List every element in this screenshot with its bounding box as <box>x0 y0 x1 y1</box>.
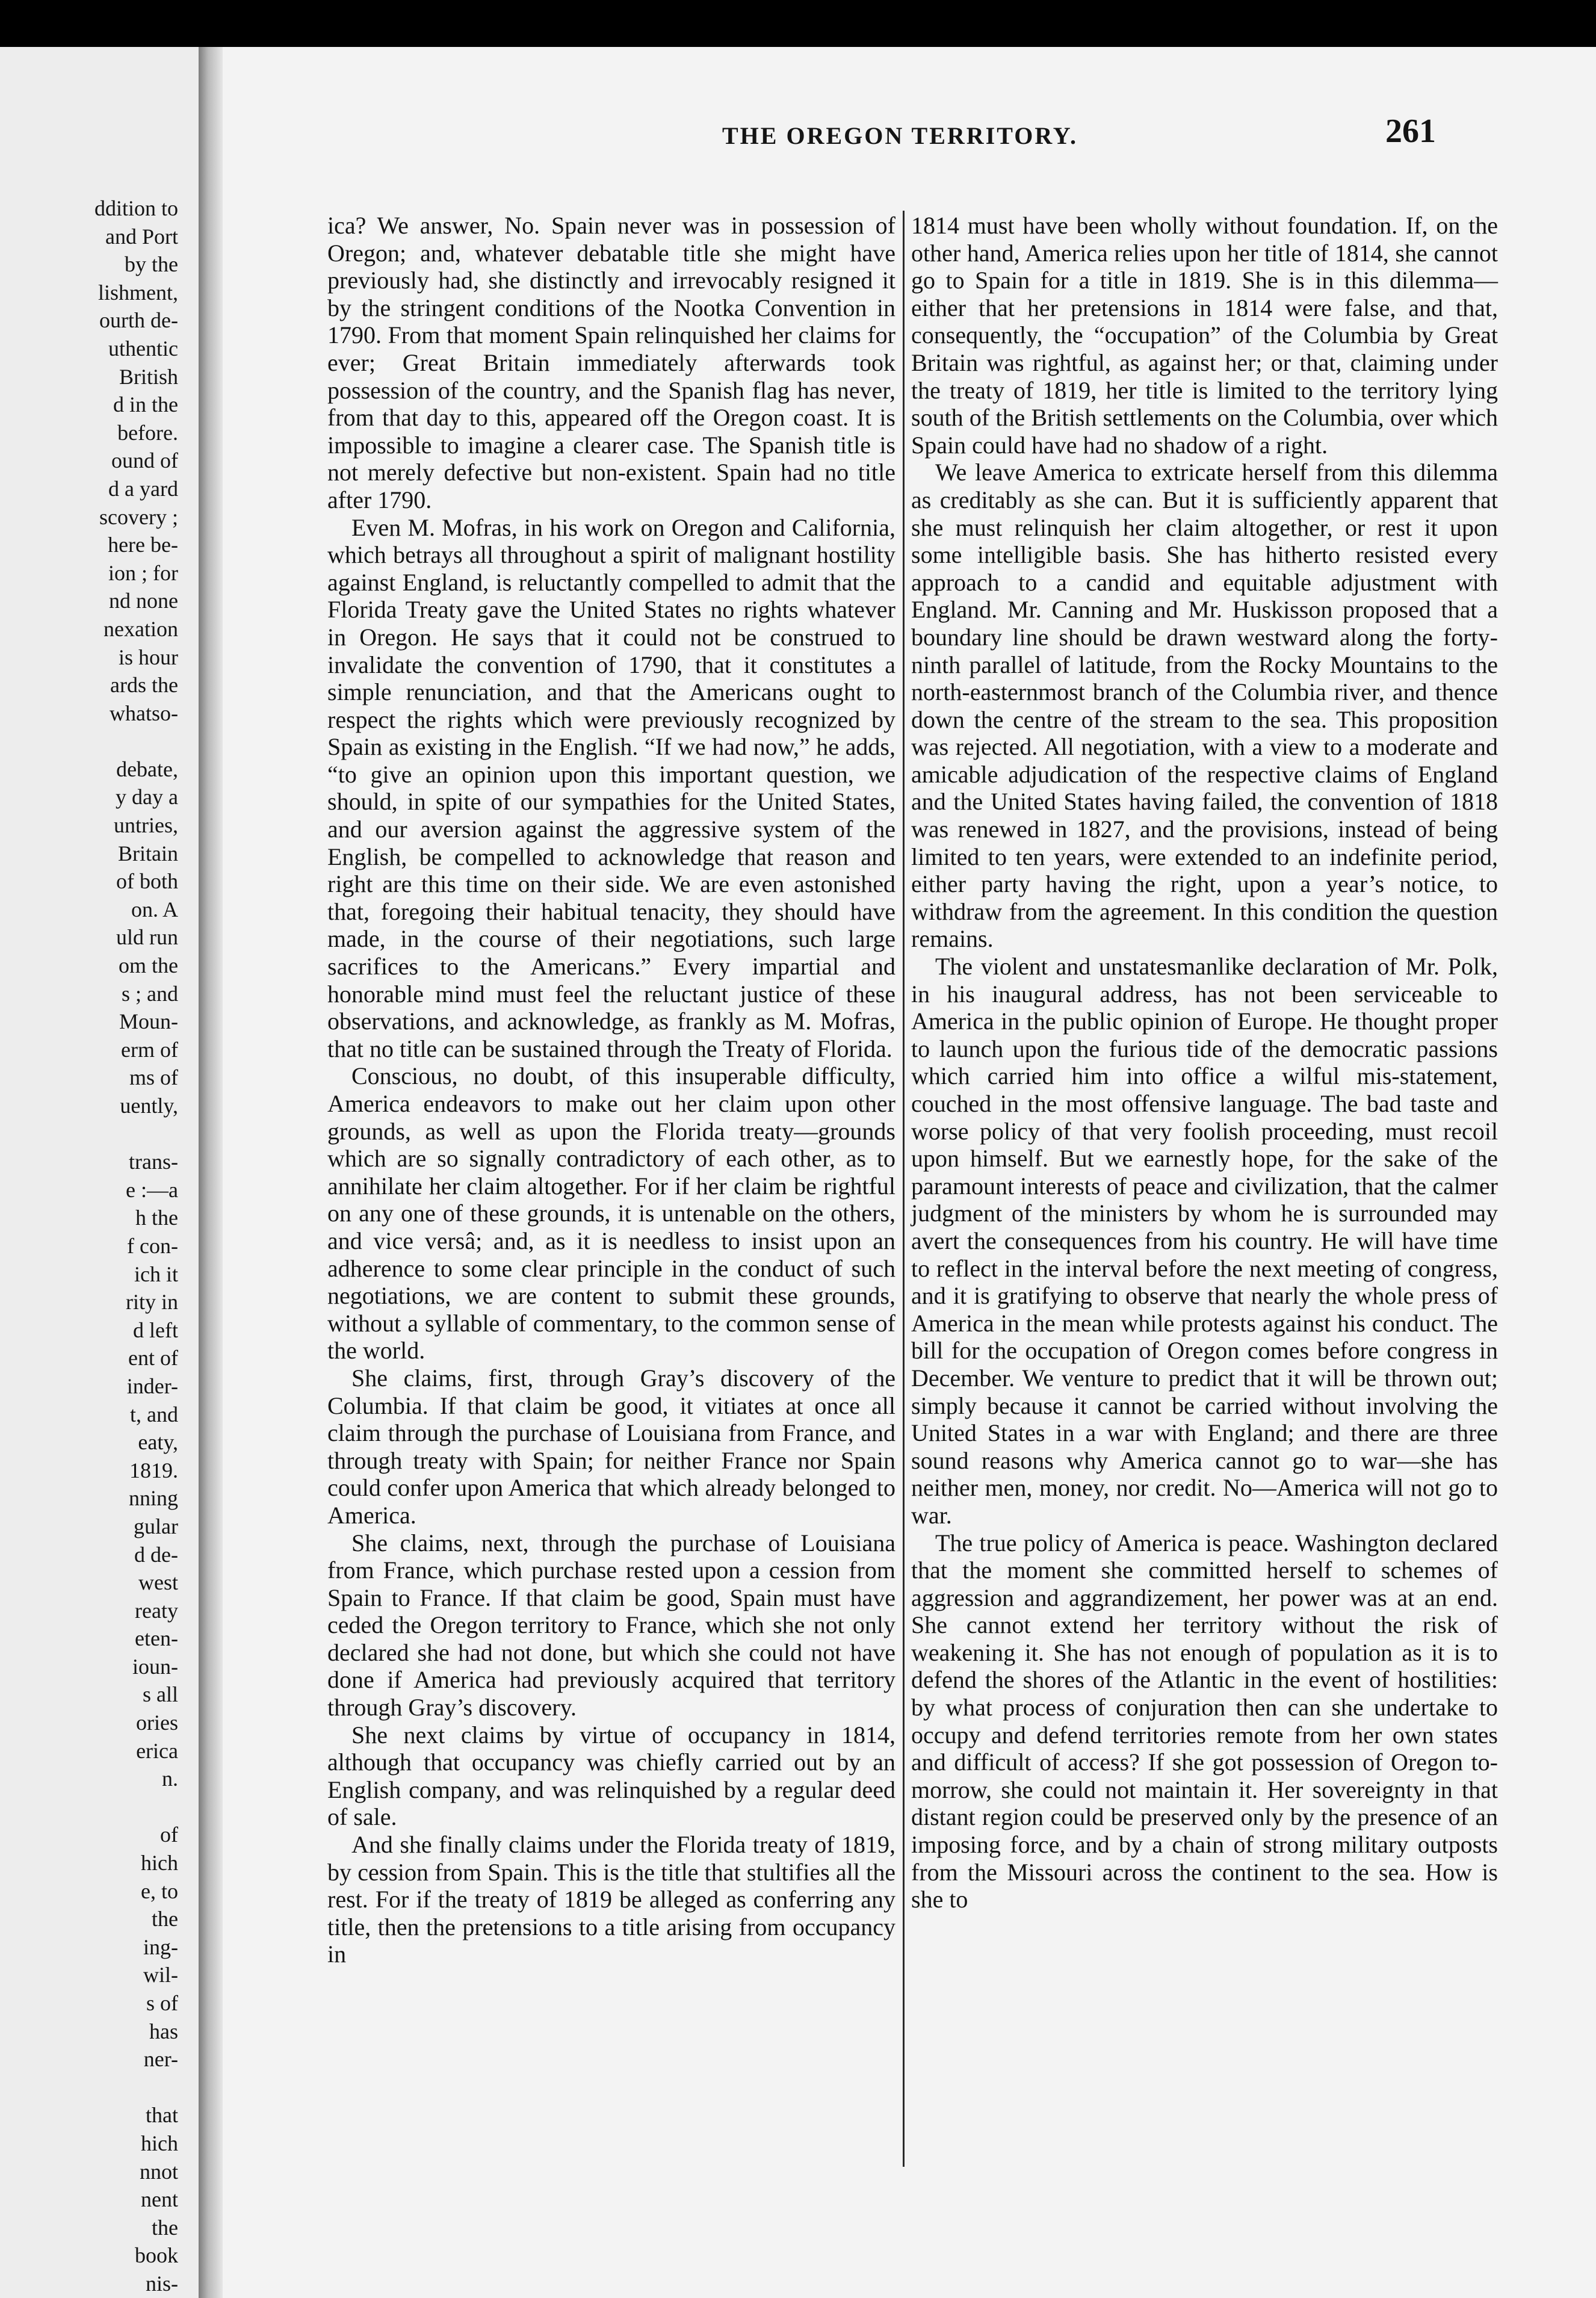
line-fragment: whatso- <box>110 701 178 725</box>
line-fragment: nning <box>128 1486 178 1511</box>
line-fragment: wil- <box>143 1963 178 1987</box>
line-fragment: rity in <box>126 1290 178 1315</box>
line-fragment: ion ; for <box>108 560 178 585</box>
line-fragment: uently, <box>120 1094 178 1118</box>
line-fragment: om the <box>119 953 178 978</box>
line-fragment: e :—a <box>126 1177 178 1202</box>
line-fragment: ms of <box>129 1065 178 1090</box>
line-fragment: nexation <box>104 616 178 641</box>
running-header <box>524 110 1436 158</box>
line-fragment: erm of <box>121 1037 178 1062</box>
paragraph: Conscious, no doubt, of this insuperable difficulty, America endeavors to make out her claim upon other grounds, as well as upon the Florida treaty—grounds which are so signally contradictory of each other, as to annihilate her claim altogether. For if her claim be rightful on any one of these grounds, it is untenable on the others, and vice versâ; and, as it is needless to insist upon an adherence to some clear principle in the conduct of such negotiations, we are content to submit these grounds, without a syllable of commentary, to the common sense of the world. <box>327 1062 895 1364</box>
line-fragment <box>46 1120 178 1148</box>
paragraph: She claims, first, through Gray’s discovery of the Columbia. If that claim be good, it vitiates at once all claim through the purchase of Louisiana from France, and through treaty with Spain; for neither France nor Spain could confer upon America that which already belonged to America. <box>327 1364 895 1529</box>
paragraph: We leave America to extricate herself from this dilemma as creditably as she can. But it is sufficiently apparent that she must relinquish her claim altogether, or rest it upon some intelligible basis. She has hitherto resisted every approach to a candid and equitable adjustment with England. Mr. Canning and Mr. Huskisson proposed that a boundary line should be drawn westward along the forty-ninth parallel of latitude, from the Rocky Mountains to the north-easternmost branch of the Columbia river, and thence down the centre of the stream to the sea. This proposition was rejected. All negotiation, with a view to a moderate and amicable adjudication of the respective claims of England and the United States having failed, the convention of 1818 was renewed in 1827, and the provisions, instead of being limited to ten years, were extended to an indefinite period, either party having the right, upon a year’s notice, to withdraw from the agreement. In this condition the question remains. <box>911 459 1498 953</box>
line-fragment: British <box>119 364 178 389</box>
paragraph: 1814 must have been wholly without foundation. If, on the other hand, America relies upon her title of 1814, she cannot go to Spain for a title in 1819. She is in this dilemma—either that her pretensions in 1814 were false, and that, consequently, the “occupation” of the Columbia by Great Britain was rightful, as against her; or that, claiming under the treaty of 1819, her title is limited to the territory lying south of the British settlements on the Columbia, over which Spain could have had no shadow of a right. <box>911 212 1498 459</box>
paragraph: The true policy of America is peace. Washington declared that the moment she committed herself to schemes of aggression and aggrandizement, her power was at an end. She cannot extend her territory without the risk of weakening it. She has not enough of population as it is to defend the shores of the Atlantic in the event of hostilities: by what process of conjuration then can she undertake to occupy and defend territories remote from her own states and difficult of access? If she got possession of Oregon to-morrow, she could not maintain it. Her sovereignty in that distant region could be preserved only by the presence of an imposing force, and by a chain of strong military outposts from the Missouri across the continent to the sea. How is she to <box>911 1529 1498 1913</box>
line-fragment: uld run <box>116 925 178 950</box>
line-fragment: hich <box>141 2131 178 2155</box>
line-fragment: untries, <box>114 813 178 838</box>
line-fragment: has <box>149 2019 178 2043</box>
line-fragment: ich it <box>134 1262 178 1286</box>
line-fragment: ound of <box>111 448 178 473</box>
line-fragment: nent <box>141 2187 178 2212</box>
line-fragment: of both <box>116 869 178 894</box>
line-fragment: ories <box>136 1711 178 1735</box>
line-fragment: f con- <box>127 1233 178 1258</box>
book-gutter <box>199 47 223 2298</box>
line-fragment: before. <box>117 420 178 445</box>
line-fragment: erica <box>136 1738 178 1763</box>
line-fragment: hich <box>141 1851 178 1875</box>
line-fragment: d left <box>133 1318 178 1342</box>
line-fragment: h the <box>135 1206 178 1230</box>
paragraph: ica? We answer, No. Spain never was in possession of Oregon; and, whatever debatable title she might have previously had, she distinctly and irrevocably resigned it by the stringent conditions of the Nootka Convention in 1790. From that moment Spain relinquished her claims for ever; Great Britain immediately afterwards took possession of the country, and the Spanish flag has never, from that day to this, appeared off the Oregon coast. It is impossible to imagine a clearer case. The Spanish title is not merely defective but non-existent. Spain had no title after 1790. <box>327 212 895 513</box>
line-fragment: s of <box>146 1991 178 2015</box>
line-fragment: is hour <box>119 645 178 669</box>
line-fragment: book <box>135 2243 178 2268</box>
line-fragment: here be- <box>108 533 178 557</box>
paragraph: And she finally claims under the Florida treaty of 1819, by cession from Spain. This is the title that stultifies all the rest. For if the treaty of 1819 be alleged as conferring any title, then the pretensions to a title arising from occupancy in <box>327 1831 895 1968</box>
line-fragment: ing- <box>143 1934 178 1959</box>
line-fragment: and Port <box>105 224 178 249</box>
line-fragment: d in the <box>113 392 178 417</box>
line-fragment <box>46 2073 178 2102</box>
line-fragment: the <box>152 2215 178 2240</box>
line-fragment <box>46 727 178 755</box>
line-fragment: e, to <box>141 1878 178 1903</box>
line-fragment: by the <box>125 252 178 277</box>
line-fragment: ddition to <box>94 196 178 220</box>
line-fragment: s all <box>143 1682 178 1707</box>
line-fragment <box>46 1793 178 1821</box>
line-fragment: trans- <box>129 1150 178 1174</box>
page-number: 261 <box>1385 113 1436 150</box>
line-fragment: that <box>146 2103 178 2128</box>
line-fragment: ner- <box>143 2047 178 2072</box>
paragraph: Even M. Mofras, in his work on Oregon and California, which betrays all throughout a spirit of malignant hostility against England, is reluctantly compelled to admit that the Florida Treaty gave the United States no rights whatever in Oregon. He says that it could not be construed to invalidate the convention of 1790, that it constitutes a simple renunciation, and that the Americans ought to respect the rights which were previously recognized by Spain as existing in the English. “If we had now,” he adds, “to give an opinion upon this important question, we should, in spite of our sympathies for the United States, and our aversion against the aggressive system of the English, be compelled to acknowledge that reason and right are this time on their side. We are even astonished that, foregoing their habitual tenacity, they should have made, in the course of their negotiations, such large sacrifices to the Americans.” Every impartial and honorable mind must feel the reluctant justice of these observations, and acknowledge, as frankly as M. Mofras, that no title can be sustained through the Treaty of Florida. <box>327 513 895 1062</box>
paragraph: She claims, next, through the purchase of Louisiana from France, which purchase rested upon a cession from Spain to France. If that claim be good, Spain must have ceded the Oregon territory to France, which she not only declared she had not done, but which she could not have done if America had previously acquired that territory through Gray’s discovery. <box>327 1529 895 1721</box>
line-fragment: Britain <box>118 841 178 866</box>
line-fragment: y day a <box>116 785 178 810</box>
running-title: THE OREGON TERRITORY. <box>722 122 1078 149</box>
line-fragment: d a yard <box>108 476 178 501</box>
paragraph: The violent and unstatesmanlike declaration of Mr. Polk, in his inaugural address, has not been serviceable to America in the public opinion of Europe. He thought proper to launch upon the furious tide of the democratic passions which carried him into office a wilful mis-statement, couched in the most offensive language. The bad taste and worse policy of that very foolish proceeding, must recoil upon himself. But we earnestly hope, for the sake of the paramount interests of peace and civilization, that the calmer judgment of the ministers by whom he is surrounded may avert the consequences from his country. He will have time to reflect in the interval before the next meeting of congress, and it is gratifying to observe that nearly the whole press of America in the mean while protests against his conduct. The bill for the occupation of Oregon comes before congress in December. We venture to predict that it will be thrown out; simply because it cannot be carried without involving the United States in a war with England; and there are three sound reasons why America cannot go to war—she has neither men, money, nor credit. No—America will not go to war. <box>911 953 1498 1529</box>
line-fragment: inder- <box>126 1374 178 1398</box>
paragraph: She next claims by virtue of occupancy in 1814, although that occupancy was chiefly carried out by an English company, and was relinquished by a regular deed of sale. <box>327 1721 895 1831</box>
left-text-column <box>327 212 895 1968</box>
line-fragment: uthentic <box>108 336 178 361</box>
line-fragment: reaty <box>135 1598 178 1623</box>
line-fragment: 1819. <box>129 1458 178 1482</box>
line-fragment: Moun- <box>119 1009 178 1034</box>
column-divider <box>903 211 905 2167</box>
line-fragment: ards the <box>110 673 178 698</box>
line-fragment: nd none <box>109 589 178 613</box>
line-fragment: gular <box>134 1514 178 1538</box>
right-text-column <box>911 212 1498 1913</box>
line-fragment: lishment, <box>98 280 178 305</box>
line-fragment: nnot <box>139 2159 178 2184</box>
line-fragment: eaty, <box>138 1430 178 1455</box>
line-fragment: scovery ; <box>99 504 178 529</box>
line-fragment: ourth de- <box>99 308 178 333</box>
line-fragment: west <box>138 1570 178 1595</box>
line-fragment: t, and <box>130 1402 178 1426</box>
facing-page-edge <box>0 47 199 2298</box>
line-fragment: debate, <box>116 757 178 781</box>
line-fragment: d de- <box>134 1542 178 1567</box>
line-fragment: s ; and <box>122 981 178 1006</box>
line-fragment: nis- <box>146 2271 178 2296</box>
line-fragment: eten- <box>135 1626 178 1651</box>
line-fragment: ent of <box>128 1346 178 1370</box>
line-fragment: ioun- <box>132 1654 178 1679</box>
facing-page-text-fragments <box>46 194 178 2298</box>
line-fragment: on. A <box>131 897 178 921</box>
line-fragment: n. <box>162 1767 178 1791</box>
line-fragment: of <box>160 1823 178 1847</box>
line-fragment: the <box>152 1907 178 1931</box>
